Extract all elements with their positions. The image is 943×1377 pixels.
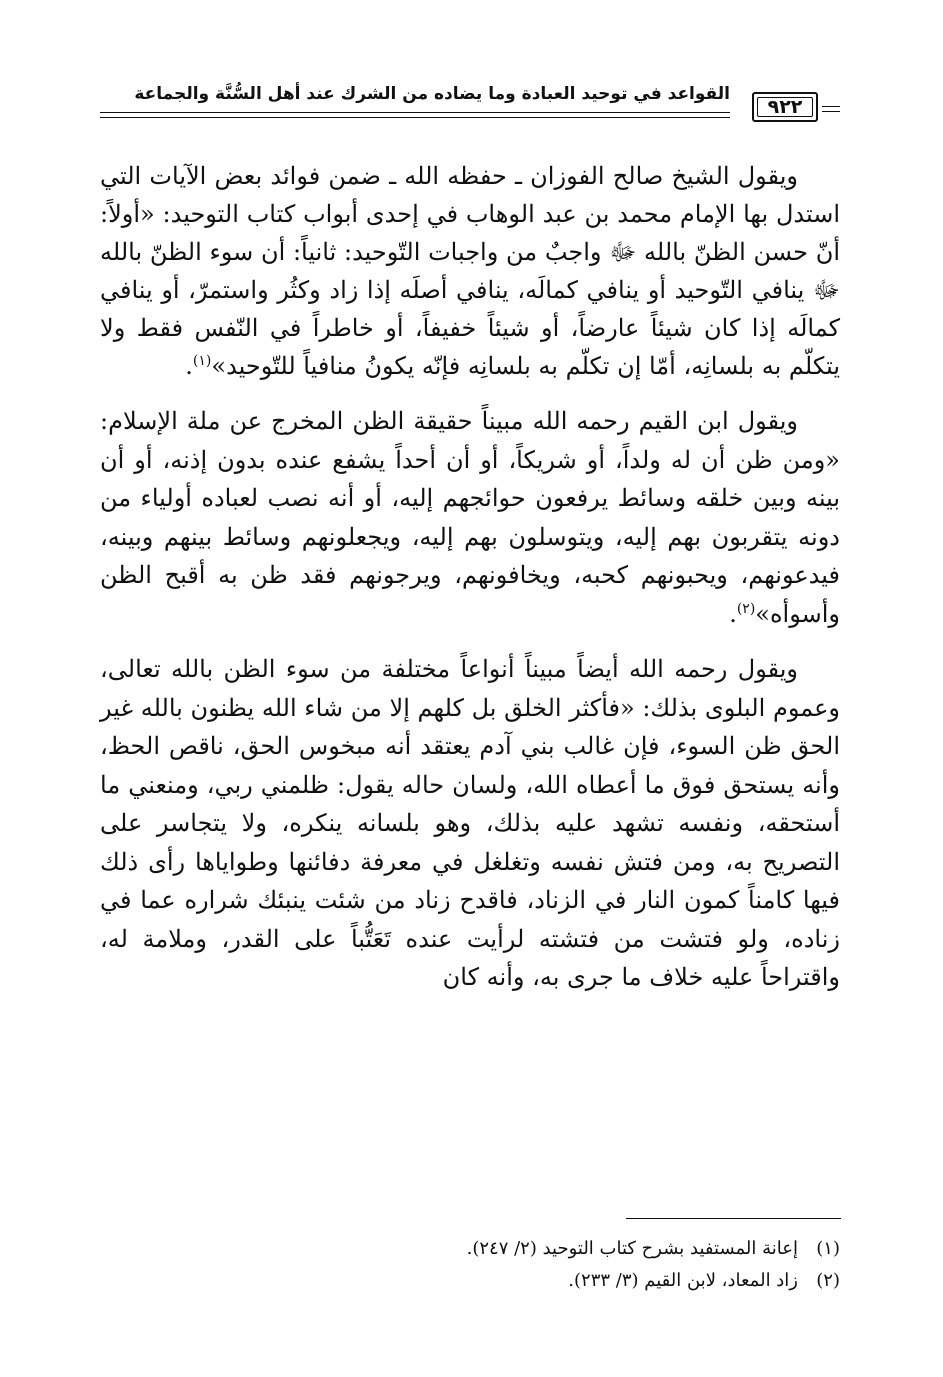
end-mark-1: . — [185, 352, 193, 380]
paragraph-1-text: ويقول الشيخ صالح الفوزان ـ حفظه الله ـ ضمن فوائد بعض الآيات التي استدل بها الإمام محمد بن عبد الوهاب في إحدى أبواب كتاب التوحيد: «أولاً: أنّ حسن الظنّ بالله ﷻ واجبٌ من واجبات التّوحيد: ثانياً: أن سوء الظنّ بالله ﷻ ينافي التّوحيد أو ينافي كمالَه، ينافي أصلَه إذا زاد وكثُر واستمرّ، أو ينافي كمالَه إذا كان شيئاً عارضاً، أو شيئاً خفيفاً، أو خاطراً في النّفس فقط ولا يتكلّم به بلسانِه، أمّا إن تكلّم به بلسانِه فإنّه يكونُ منافياً للتّوحيد» — [100, 162, 841, 380]
page-header — [100, 82, 840, 132]
header-rule-bottom — [100, 117, 730, 118]
footnote-number: (١) — [816, 1238, 840, 1259]
footnote-text: إعانة المستفيد بشرح كتاب التوحيد (٢/ ٢٤٧). — [466, 1238, 798, 1259]
header-rule-top — [100, 112, 730, 113]
body-text — [100, 157, 840, 1014]
paragraph-2-text: ويقول ابن القيم رحمه الله مبيناً حقيقة الظن المخرج عن ملة الإسلام: «ومن ظن أن له ولداً، أو شريكاً، أو أن أحداً يشفع عنده بدون إذنه، أو أن بينه وبين خلقه وسائط يرفعون حوائجهم إليه، أو أنه نصب لعباده أولياء من دونه يتقربون بهم إليه، ويتوسلون بهم إليه، ويجعلونهم وسائط بينهم وبينه، فيدعونهم، ويحبونهم كحبه، ويخافونهم، ويرجونهم فقد ظن به أقبح الظن وأسوأه» — [100, 407, 840, 628]
header-rule-right-lower — [822, 111, 840, 112]
footnote-number: (٢) — [816, 1270, 840, 1291]
footnote-text: زاد المعاد، لابن القيم (٣/ ٢٣٣). — [568, 1270, 798, 1291]
footnote-2 — [300, 1265, 840, 1297]
page-number — [752, 92, 818, 122]
footnote-ref-1: (١) — [192, 353, 212, 369]
footnote-ref-2: (٢) — [736, 600, 756, 617]
header-rule-right — [822, 106, 840, 107]
footnotes — [300, 1233, 840, 1297]
paragraph-2 — [100, 402, 840, 633]
page-number-text: ٩٢٢ — [767, 96, 803, 118]
running-title: القواعد في توحيد العبادة وما يضاده من الشرك عند أهل السُّنَّة والجماعة — [134, 84, 730, 104]
footnote-1 — [300, 1233, 840, 1265]
paragraph-1 — [100, 157, 840, 385]
end-mark-2: . — [729, 599, 737, 628]
paragraph-3 — [100, 650, 840, 997]
footnote-separator — [626, 1218, 841, 1219]
paragraph-3-text: ويقول رحمه الله أيضاً مبيناً أنواعاً مختلفة من سوء الظن بالله تعالى، وعموم البلوى بذلك: «فأكثر الخلق بل كلهم إلا من شاء الله يظنون بالله غير الحق ظن السوء، فإن غالب بني آدم يعتقد أنه مبخوس الحق، ناقص الحظ، وأنه يستحق فوق ما أعطاه الله، ولسان حاله يقول: ظلمني ربي، ومنعني ما أستحقه، ونفسه تشهد عليه بذلك، وهو بلسانه ينكره، ولا يتجاسر على التصريح به، ومن فتش نفسه وتغلغل في معرفة دفائنها وطواياها رأى ذلك فيها كامناً كمون النار في الزناد، فاقدح زناد من شئت ينبئك شراره عما في زناده، ولو فتشت من فتشته لرأيت عنده تَعَتُّباً على القدر، وملامة له، واقتراحاً عليه خلاف ما جرى به، وأنه كان — [100, 655, 840, 991]
